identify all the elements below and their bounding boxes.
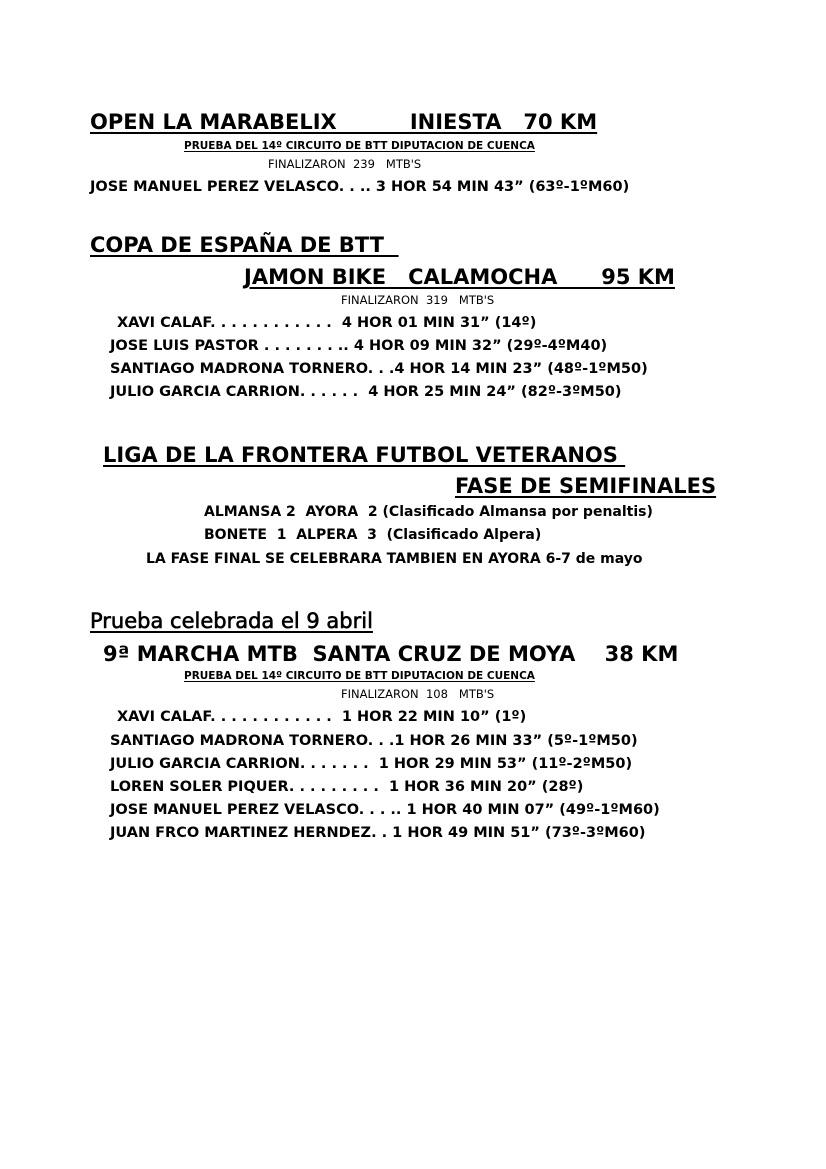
section2-title: COPA DE ESPAÑA DE BTT xyxy=(90,233,399,257)
section2-result-row: SANTIAGO MADRONA TORNERO. . .4 HOR 14 MIN 23” (48º-1ºM50) xyxy=(110,361,648,377)
section3-title: LIGA DE LA FRONTERA FUTBOL VETERANOS xyxy=(103,443,626,467)
section3-match: BONETE 1 ALPERA 3 (Clasificado Alpera) xyxy=(204,527,542,543)
section2-result-row: XAVI CALAF. . . . . . . . . . . . 4 HOR 01 MIN 31” (14º) xyxy=(117,315,537,331)
section1-title: OPEN LA MARABELIX INIESTA 70 KM xyxy=(90,110,598,134)
section2-result-row: JOSE LUIS PASTOR . . . . . . . .. 4 HOR 09 MIN 32” (29º-4ºM40) xyxy=(110,338,608,354)
section3-note: LA FASE FINAL SE CELEBRARA TAMBIEN EN AYORA 6-7 de mayo xyxy=(146,551,643,567)
section4-date-title: Prueba celebrada el 9 abril xyxy=(90,609,373,633)
section4-finishers: FINALIZARON 108 MTB'S xyxy=(341,687,495,701)
section1-result-row: JOSE MANUEL PEREZ VELASCO. . .. 3 HOR 54 MIN 43” (63º-1ºM60) xyxy=(90,179,630,195)
section4-result-row: JOSE MANUEL PEREZ VELASCO. . . .. 1 HOR 40 MIN 07” (49º-1ºM60) xyxy=(110,802,660,818)
section1-subtitle: PRUEBA DEL 14º CIRCUITO DE BTT DIPUTACION DE CUENCA xyxy=(184,140,535,152)
section4-result-row: JULIO GARCIA CARRION. . . . . . . 1 HOR 29 MIN 53” (11º-2ºM50) xyxy=(110,756,633,772)
section3-match: ALMANSA 2 AYORA 2 (Clasificado Almansa por penaltis) xyxy=(204,504,653,520)
section2-result-row: JULIO GARCIA CARRION. . . . . . 4 HOR 25 MIN 24” (82º-3ºM50) xyxy=(110,384,622,400)
section2-finishers: FINALIZARON 319 MTB'S xyxy=(341,293,495,307)
section4-result-row: JUAN FRCO MARTINEZ HERNDEZ. . 1 HOR 49 MIN 51” (73º-3ºM60) xyxy=(110,825,646,841)
section4-event-title: 9ª MARCHA MTB SANTA CRUZ DE MOYA 38 KM xyxy=(103,642,679,666)
section1-finishers: FINALIZARON 239 MTB'S xyxy=(268,157,422,171)
section4-result-row: LOREN SOLER PIQUER. . . . . . . . . 1 HOR 36 MIN 20” (28º) xyxy=(110,779,584,795)
section2-event-title: JAMON BIKE CALAMOCHA 95 KM xyxy=(244,265,675,289)
section3-phase: FASE DE SEMIFINALES xyxy=(455,474,717,498)
section4-result-row: XAVI CALAF. . . . . . . . . . . . 1 HOR 22 MIN 10” (1º) xyxy=(117,709,527,725)
section4-result-row: SANTIAGO MADRONA TORNERO. . .1 HOR 26 MIN 33” (5º-1ºM50) xyxy=(110,733,638,749)
section4-subtitle: PRUEBA DEL 14º CIRCUITO DE BTT DIPUTACION DE CUENCA xyxy=(184,670,535,682)
